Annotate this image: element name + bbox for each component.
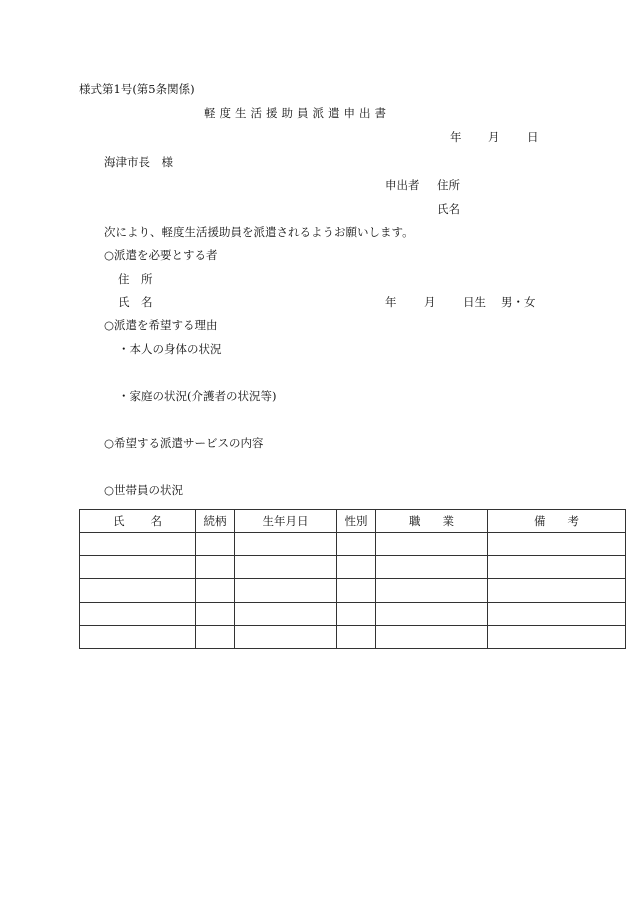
- table-cell[interactable]: [235, 602, 337, 625]
- reason-heading: ○派遣を希望する理由: [104, 318, 218, 332]
- table-cell[interactable]: [337, 556, 376, 579]
- table-cell[interactable]: [488, 602, 626, 625]
- service-heading: ○希望する派遣サービスの内容: [104, 436, 264, 450]
- date-month-label: 月: [488, 130, 500, 144]
- applicant-label: 申出者: [385, 178, 420, 192]
- person-birth-day: 日生: [463, 295, 486, 309]
- table-cell[interactable]: [196, 533, 235, 556]
- table-row: [80, 579, 626, 602]
- col-header-name: 氏名: [80, 510, 196, 533]
- table-cell[interactable]: [80, 625, 196, 648]
- table-row: [80, 556, 626, 579]
- addressee: 海津市長 様: [104, 155, 173, 169]
- table-cell[interactable]: [376, 602, 488, 625]
- household-table: [79, 509, 626, 649]
- household-heading: ○世帯員の状況: [104, 483, 184, 497]
- page-title: 軽度生活援助員派遣申出書: [204, 106, 390, 120]
- form-id: 様式第1号(第5条関係): [79, 82, 195, 96]
- reason-family-item: ・家庭の状況(介護者の状況等): [118, 389, 277, 403]
- table-cell[interactable]: [80, 602, 196, 625]
- table-cell[interactable]: [80, 579, 196, 602]
- household-header-row: [80, 510, 626, 533]
- table-row: [80, 533, 626, 556]
- table-cell[interactable]: [235, 579, 337, 602]
- table-cell[interactable]: [235, 533, 337, 556]
- table-cell[interactable]: [235, 625, 337, 648]
- table-cell[interactable]: [337, 579, 376, 602]
- table-cell[interactable]: [235, 556, 337, 579]
- col-header-relation: 続柄: [196, 510, 235, 533]
- col-header-birthdate: 生年月日: [235, 510, 337, 533]
- person-birth-year: 年: [385, 295, 397, 309]
- person-name-label: 氏 名: [118, 295, 153, 309]
- table-cell[interactable]: [376, 533, 488, 556]
- reason-body-item: ・本人の身体の状況: [118, 342, 222, 356]
- col-header-occupation: 職業: [376, 510, 488, 533]
- table-cell[interactable]: [488, 625, 626, 648]
- table-cell[interactable]: [488, 533, 626, 556]
- col-header-sex: 性別: [337, 510, 376, 533]
- date-day-label: 日: [527, 130, 539, 144]
- table-cell[interactable]: [196, 556, 235, 579]
- table-row: [80, 625, 626, 648]
- person-birth-month: 月: [424, 295, 436, 309]
- person-heading: ○派遣を必要とする者: [104, 248, 218, 262]
- table-cell[interactable]: [488, 556, 626, 579]
- table-cell[interactable]: [376, 625, 488, 648]
- request-text: 次により、軽度生活援助員を派遣されるようお願いします。: [104, 225, 414, 239]
- table-cell[interactable]: [196, 602, 235, 625]
- applicant-address-label: 住所: [437, 178, 460, 192]
- table-cell[interactable]: [337, 625, 376, 648]
- date-year-label: 年: [450, 130, 462, 144]
- person-address-label: 住 所: [118, 272, 153, 286]
- table-cell[interactable]: [80, 556, 196, 579]
- col-header-remarks: 備考: [488, 510, 626, 533]
- table-cell[interactable]: [376, 579, 488, 602]
- table-cell[interactable]: [376, 556, 488, 579]
- table-cell[interactable]: [337, 533, 376, 556]
- table-cell[interactable]: [196, 625, 235, 648]
- table-cell[interactable]: [196, 579, 235, 602]
- person-sex-options: 男・女: [501, 295, 536, 309]
- table-row: [80, 602, 626, 625]
- table-cell[interactable]: [488, 579, 626, 602]
- table-cell[interactable]: [80, 533, 196, 556]
- applicant-name-label: 氏名: [437, 202, 460, 216]
- table-cell[interactable]: [337, 602, 376, 625]
